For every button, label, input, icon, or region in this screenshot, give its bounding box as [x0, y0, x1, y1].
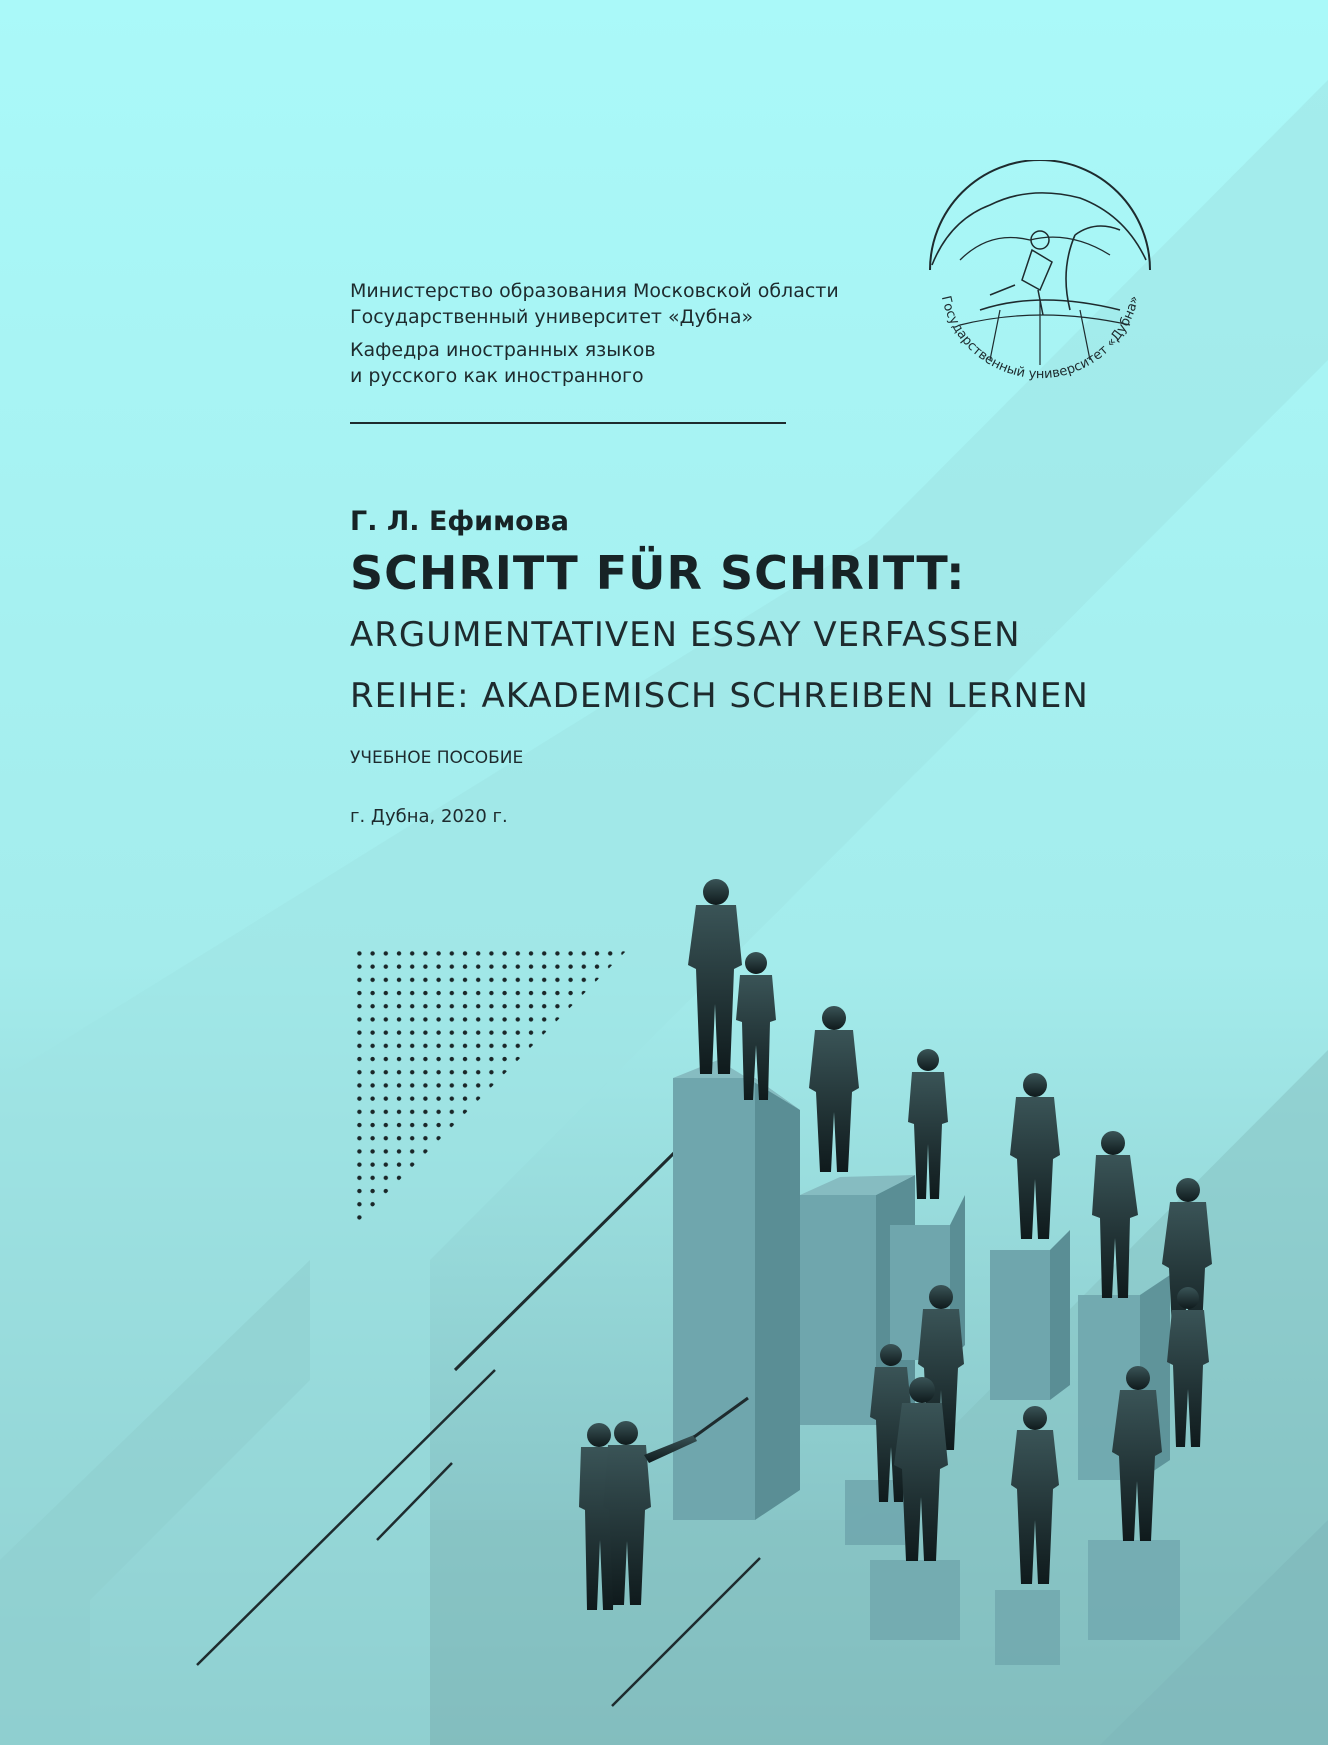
- book-subtitle: ARGUMENTATIVEN ESSAY VERFASSEN: [350, 615, 1021, 655]
- university-name: Государственный университет «Дубна»: [350, 306, 754, 328]
- seal-ring-text: Государственный университет «Дубна»: [937, 294, 1143, 383]
- divider: [350, 422, 786, 424]
- ministry-name: Министерство образования Московской области: [350, 280, 839, 302]
- document-type: УЧЕБНОЕ ПОСОБИЕ: [350, 748, 524, 768]
- department-line-1: Кафедра иностранных языков: [350, 339, 656, 361]
- place-and-year: г. Дубна, 2020 г.: [350, 806, 508, 827]
- author-name: Г. Л. Ефимова: [350, 506, 570, 537]
- department-line-2: и русского как иностранного: [350, 365, 644, 387]
- book-title: SCHRITT FÜR SCHRITT:: [350, 546, 966, 600]
- university-seal-icon: [920, 160, 1160, 400]
- book-series: REIHE: AKADEMISCH SCHREIBEN LERNEN: [350, 676, 1089, 716]
